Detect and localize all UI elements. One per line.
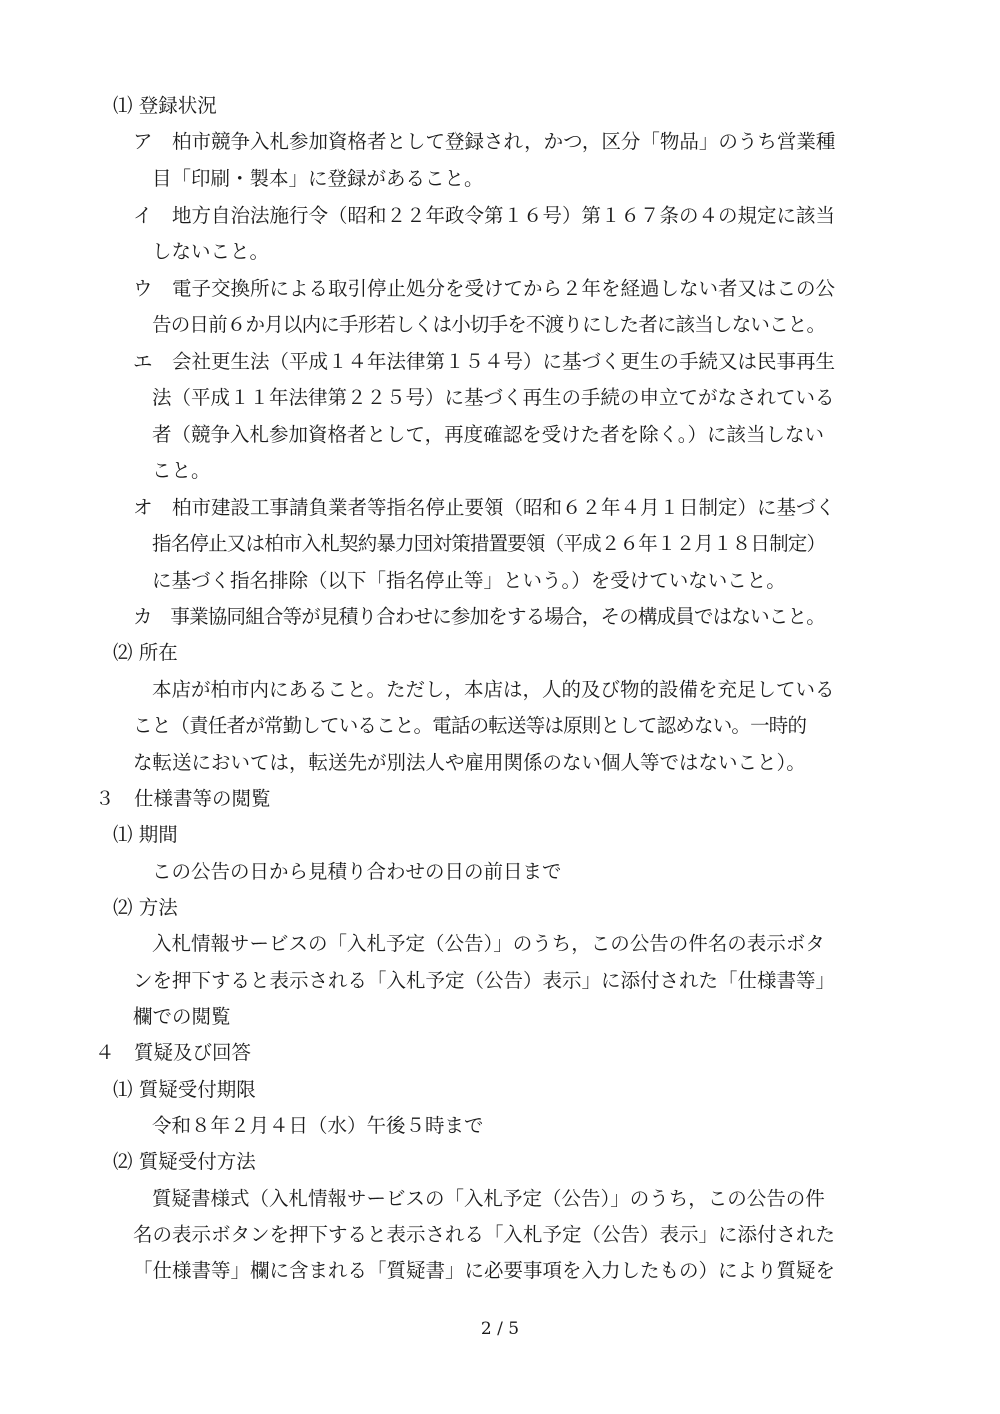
location-paragraph-3: な転送においては，転送先が別法人や雇用関係のない個人等ではないこと）。 xyxy=(133,751,806,774)
submission-paragraph-1: 質疑書様式（入札情報サービスの「入札予定（公告）」のうち，この公告の件 xyxy=(152,1187,825,1210)
period-text: この公告の日から見積り合わせの日の前日まで xyxy=(152,860,562,883)
condition-item-e-cont-1: 法（平成１１年法律第２２５号）に基づく再生の手続の申立てがなされている xyxy=(152,386,835,409)
section-heading-specification: ３ 仕様書等の閲覧 xyxy=(95,787,271,810)
subsection-heading-submission-method: ⑵ 質疑受付方法 xyxy=(113,1150,256,1173)
subsection-heading-registration: ⑴ 登録状況 xyxy=(113,94,217,117)
subsection-heading-period: ⑴ 期間 xyxy=(113,823,178,846)
submission-paragraph-2: 名の表示ボタンを押下すると表示される「入札予定（公告）表示」に添付された xyxy=(133,1223,836,1246)
method-paragraph-3: 欄での閲覧 xyxy=(133,1005,231,1028)
submission-paragraph-3: 「仕様書等」欄に含まれる「質疑書」に必要事項を入力したもの）により質疑を xyxy=(133,1259,836,1282)
location-paragraph-1: 本店が柏市内にあること。ただし，本店は，人的及び物的設備を充足している xyxy=(152,678,835,701)
condition-item-o: オ 柏市建設工事請負業者等指名停止要領（昭和６２年４月１日制定）に基づく xyxy=(133,496,836,519)
condition-item-u-cont: 告の日前６か月以内に手形若しくは小切手を不渡りにした者に該当しないこと。 xyxy=(152,313,826,336)
location-paragraph-2: こと（責任者が常勤していること。電話の転送等は原則として認めない。一時的 xyxy=(133,714,807,737)
condition-item-u: ウ 電子交換所による取引停止処分を受けてから２年を経過しない者又はこの公 xyxy=(133,277,836,300)
section-heading-questions: ４ 質疑及び回答 xyxy=(95,1041,252,1064)
subsection-heading-deadline: ⑴ 質疑受付期限 xyxy=(113,1078,256,1101)
method-paragraph-2: ンを押下すると表示される「入札予定（公告）表示」に添付された「仕様書等」 xyxy=(133,969,836,992)
subsection-heading-method: ⑵ 方法 xyxy=(113,896,178,919)
condition-item-i: イ 地方自治法施行令（昭和２２年政令第１６号）第１６７条の４の規定に該当 xyxy=(133,204,836,227)
condition-item-ka: カ 事業協同組合等が見積り合わせに参加をする場合，その構成員ではないこと。 xyxy=(133,605,825,628)
method-paragraph-1: 入札情報サービスの「入札予定（公告）」のうち，この公告の件名の表示ボタ xyxy=(152,932,825,955)
condition-item-a: ア 柏市競争入札参加資格者として登録され，かつ，区分「物品」のうち営業種 xyxy=(133,130,836,153)
condition-item-o-cont-1: 指名停止又は柏市入札契約暴力団対策措置要領（平成２６年１２月１８日制定） xyxy=(152,532,826,555)
deadline-text: 令和８年２月４日（水）午後５時まで xyxy=(152,1114,484,1137)
subsection-heading-location: ⑵ 所在 xyxy=(113,641,178,664)
condition-item-e-cont-3: こと。 xyxy=(152,459,211,482)
condition-item-i-cont: しないこと。 xyxy=(152,240,270,263)
page-number: 2 / 5 xyxy=(480,1319,520,1339)
condition-item-e: エ 会社更生法（平成１４年法律第１５４号）に基づく更生の手続又は民事再生 xyxy=(133,350,836,373)
condition-item-e-cont-2: 者（競争入札参加資格者として，再度確認を受けた者を除く。）に該当しない xyxy=(152,423,824,446)
condition-item-a-cont: 目「印刷・製本」に登録があること。 xyxy=(152,167,484,190)
condition-item-o-cont-2: に基づく指名排除（以下「指名停止等」という。）を受けていないこと。 xyxy=(152,569,786,592)
